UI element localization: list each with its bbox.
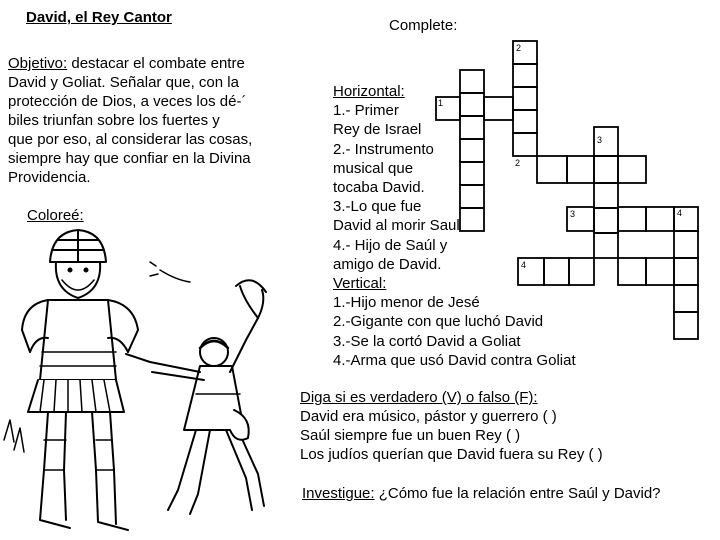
complete-heading: Complete: — [389, 17, 458, 34]
crossword-cell[interactable] — [646, 258, 674, 285]
clue-line: Rey de Israel — [333, 121, 422, 139]
true-false-heading: Diga si es verdadero (V) o falso (F): — [300, 389, 538, 406]
crossword-cell[interactable] — [594, 183, 618, 208]
clue-number: 3 — [597, 135, 603, 145]
crossword-cell[interactable] — [674, 285, 698, 312]
clue-line: 3.-Se la cortó David a Goliat — [333, 332, 521, 350]
true-false-item: David era músico, pástor y guerrero ( ) — [300, 408, 557, 425]
investigue-label: Investigue: — [302, 485, 375, 502]
investigue-paragraph: Investigue: ¿Cómo fue la relación entre Saúl y David? — [302, 485, 661, 502]
crossword-cell[interactable] — [544, 258, 569, 285]
crossword-cell[interactable] — [646, 207, 674, 231]
crossword-cell[interactable] — [460, 185, 484, 208]
clue-line: 3.-Lo que fue — [333, 198, 422, 216]
true-false-item: Saúl siempre fue un buen Rey ( ) — [300, 427, 521, 444]
clue-line: 1.- Primer — [333, 102, 399, 120]
horizontal-label: Horizontal: — [333, 83, 405, 100]
crossword-cell[interactable] — [569, 258, 594, 285]
crossword-cell[interactable] — [674, 231, 698, 258]
crossword-cell[interactable] — [594, 233, 618, 258]
clue-line: amigo de David. — [333, 255, 442, 273]
crossword-cell[interactable] — [460, 116, 484, 139]
crossword-cell[interactable] — [460, 93, 484, 116]
crossword-cell[interactable] — [484, 97, 513, 120]
david-illustration — [126, 262, 266, 514]
goliath-illustration — [4, 230, 138, 530]
vertical-label: Vertical: — [333, 275, 387, 293]
crossword-cell[interactable] — [460, 208, 484, 231]
clue-line: 4.-Arma que usó David contra Goliat — [333, 351, 576, 369]
clue-line: David al morir Saul — [333, 217, 460, 235]
clue-line: 2.-Gigante con que luchó David — [333, 313, 544, 331]
clue-line: 2.- Instrumento — [333, 140, 434, 158]
crossword-cell[interactable] — [594, 208, 618, 233]
clue-line: tocaba David. — [333, 179, 425, 197]
true-false-item: Los judíos querían que David fuera su Rey ( ) — [300, 446, 603, 463]
coloree-label: Coloreé: — [27, 207, 84, 224]
clue-line: 1.-Hijo menor de Jesé — [333, 294, 480, 312]
crossword-cell[interactable] — [513, 133, 537, 156]
crossword-cell[interactable] — [618, 156, 646, 183]
crossword-cell[interactable] — [460, 139, 484, 162]
crossword-cell[interactable] — [460, 162, 484, 185]
clue-number: 4 — [677, 208, 683, 218]
clue-number: 2 — [516, 43, 522, 53]
clue-number: 3 — [570, 209, 576, 219]
objective-label: Objetivo: — [8, 55, 68, 72]
crossword-cell[interactable] — [513, 64, 537, 87]
crossword-cell[interactable] — [460, 70, 484, 93]
crossword-cell[interactable] — [618, 258, 646, 285]
clue-number: 2 — [515, 158, 521, 168]
crossword-cell[interactable] — [513, 110, 537, 133]
crossword-cell[interactable] — [594, 156, 618, 183]
clue-number: 1 — [438, 98, 444, 108]
crossword-cell[interactable] — [674, 312, 698, 339]
crossword-cell[interactable] — [618, 207, 646, 231]
crossword-cell[interactable] — [567, 156, 594, 183]
crossword-cell[interactable] — [537, 156, 567, 183]
crossword-cell[interactable] — [513, 87, 537, 110]
objective-paragraph: Objetivo: destacar el combate entre David y Goliat. Señalar que, con la protección de Dios, a veces los dé-´ biles triunfan sobre los fuertes y que por eso, al considerar las cosas, siempre hay que confiar en la Divina Providencia. — [8, 55, 253, 186]
clue-line: 4.- Hijo de Saúl y — [333, 236, 448, 254]
crossword-cell[interactable] — [674, 258, 698, 285]
clue-number: 4 — [521, 260, 527, 270]
clue-line: musical que — [333, 159, 414, 177]
page-title: David, el Rey Cantor — [26, 9, 172, 26]
